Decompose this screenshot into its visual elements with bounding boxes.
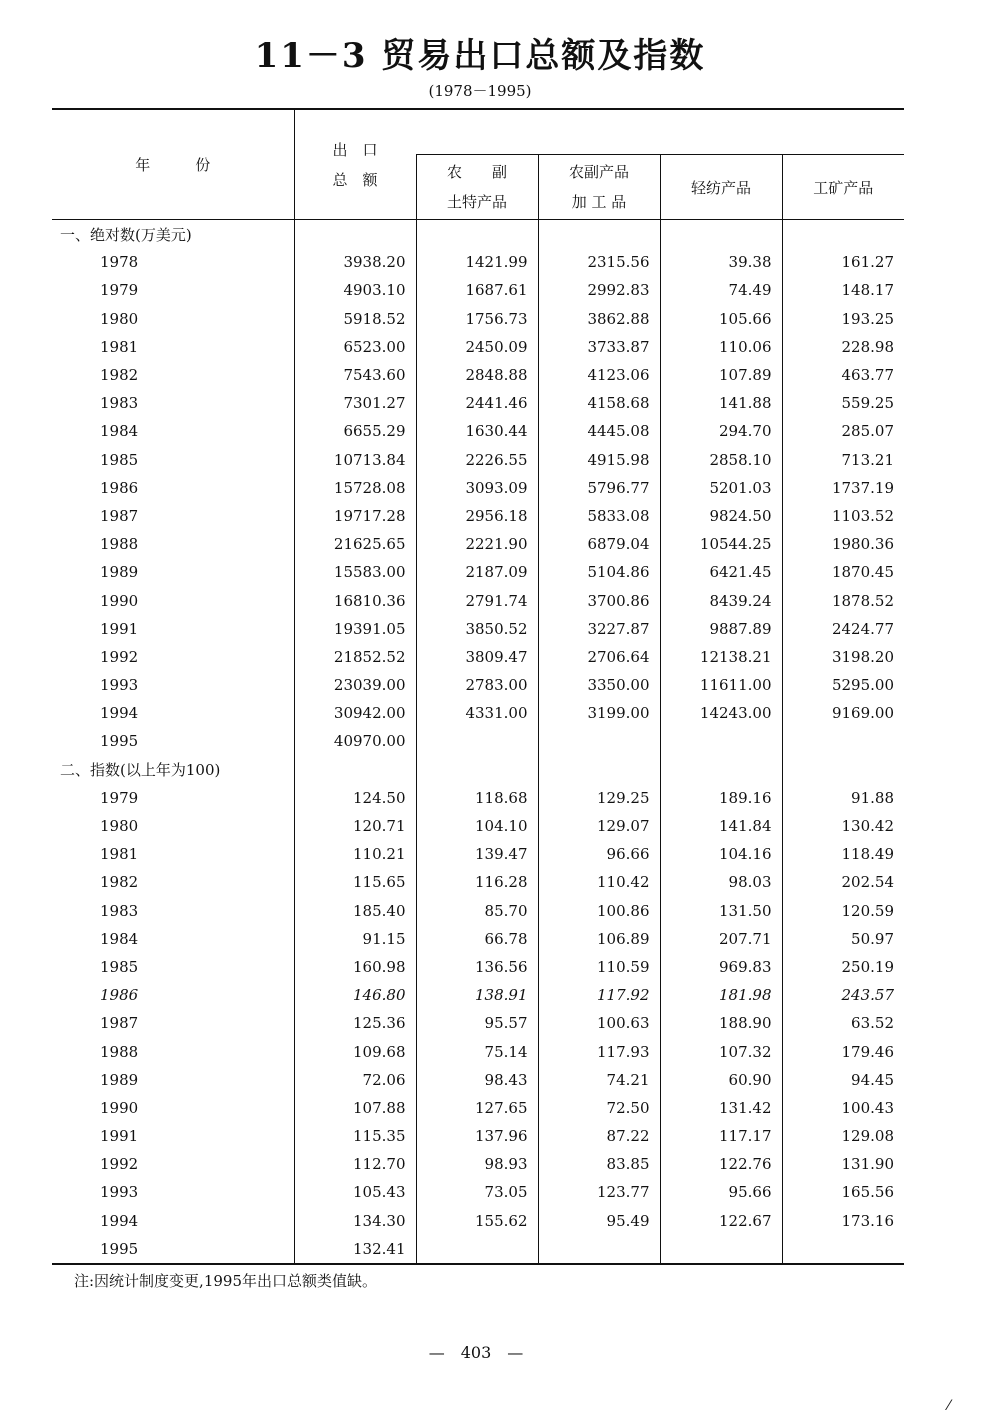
value-cell: 19391.05 (294, 615, 416, 643)
value-cell: 3350.00 (538, 671, 660, 699)
value-cell: 6655.29 (294, 417, 416, 445)
value-cell: 50.97 (782, 925, 904, 953)
value-cell: 74.21 (538, 1066, 660, 1094)
value-cell: 15728.08 (294, 474, 416, 502)
table-row (52, 1009, 904, 1037)
table-row (52, 333, 904, 361)
header-total (294, 109, 416, 220)
table-row (52, 643, 904, 671)
value-cell: 165.56 (782, 1178, 904, 1206)
empty-cell (538, 220, 660, 249)
page-number: — 403 — (428, 1343, 524, 1362)
value-cell: 118.49 (782, 840, 904, 868)
export-table-container (52, 108, 904, 1265)
value-cell: 202.54 (782, 868, 904, 896)
value-cell: 16810.36 (294, 586, 416, 614)
value-cell: 21852.52 (294, 643, 416, 671)
year-cell: 1995 (100, 732, 139, 751)
table-row (52, 1150, 904, 1178)
value-cell (538, 727, 660, 755)
table-row (52, 1207, 904, 1235)
header-agri-line2: 土特产品 (446, 193, 507, 211)
value-cell: 91.88 (782, 784, 904, 812)
value-cell: 117.93 (538, 1037, 660, 1065)
value-cell: 9824.50 (660, 502, 782, 530)
value-cell: 106.89 (538, 925, 660, 953)
value-cell: 3809.47 (416, 643, 538, 671)
header-textile-label: 轻纺产品 (690, 178, 751, 197)
value-cell: 14243.00 (660, 699, 782, 727)
value-cell: 118.68 (416, 784, 538, 812)
table-row (52, 727, 904, 755)
year-cell: 1994 (100, 704, 139, 723)
value-cell: 120.71 (294, 812, 416, 840)
value-cell (660, 727, 782, 755)
table-row (52, 417, 904, 445)
value-cell: 117.17 (660, 1122, 782, 1150)
value-cell: 123.77 (538, 1178, 660, 1206)
year-cell: 1989 (100, 1070, 139, 1089)
year-cell: 1995 (100, 1239, 139, 1258)
section-label: 二、指数(以上年为100) (60, 761, 221, 780)
value-cell: 107.88 (294, 1094, 416, 1122)
table-row (52, 615, 904, 643)
table-row (52, 812, 904, 840)
value-cell: 161.27 (782, 248, 904, 276)
value-cell: 40970.00 (294, 727, 416, 755)
value-cell: 127.65 (416, 1094, 538, 1122)
value-cell: 2226.55 (416, 446, 538, 474)
table-body (52, 220, 904, 1264)
year-cell: 1992 (100, 647, 139, 666)
empty-cell (416, 756, 538, 784)
year-cell: 1993 (100, 1183, 139, 1202)
value-cell: 110.42 (538, 868, 660, 896)
value-cell: 94.45 (782, 1066, 904, 1094)
table-row (52, 474, 904, 502)
value-cell: 110.06 (660, 333, 782, 361)
value-cell (538, 1235, 660, 1264)
value-cell: 19717.28 (294, 502, 416, 530)
header-mining (782, 155, 904, 220)
value-cell: 83.85 (538, 1150, 660, 1178)
value-cell: 15583.00 (294, 558, 416, 586)
empty-cell (294, 220, 416, 249)
value-cell: 181.98 (660, 981, 782, 1009)
value-cell: 141.84 (660, 812, 782, 840)
value-cell: 63.52 (782, 1009, 904, 1037)
year-cell: 1991 (100, 619, 139, 638)
value-cell: 243.57 (782, 981, 904, 1009)
value-cell: 189.16 (660, 784, 782, 812)
table-row (52, 558, 904, 586)
value-cell: 131.42 (660, 1094, 782, 1122)
value-cell: 110.59 (538, 953, 660, 981)
year-cell: 1979 (100, 281, 139, 300)
value-cell: 131.90 (782, 1150, 904, 1178)
year-cell: 1983 (100, 394, 139, 413)
value-cell: 74.49 (660, 276, 782, 304)
value-cell: 100.63 (538, 1009, 660, 1037)
year-cell: 1986 (100, 986, 139, 1005)
year-cell: 1990 (100, 1098, 139, 1117)
year-cell: 1994 (100, 1211, 139, 1230)
header-category-spacer (416, 109, 904, 155)
value-cell: 10544.25 (660, 530, 782, 558)
value-cell: 85.70 (416, 897, 538, 925)
value-cell: 4903.10 (294, 276, 416, 304)
year-cell: 1987 (100, 1014, 139, 1033)
year-cell: 1991 (100, 1127, 139, 1146)
value-cell: 130.42 (782, 812, 904, 840)
value-cell: 9169.00 (782, 699, 904, 727)
page-title: 11－3 贸易出口总额及指数 (254, 36, 706, 76)
value-cell: 129.07 (538, 812, 660, 840)
value-cell: 2315.56 (538, 248, 660, 276)
value-cell: 115.35 (294, 1122, 416, 1150)
value-cell: 129.25 (538, 784, 660, 812)
value-cell: 5295.00 (782, 671, 904, 699)
value-cell: 5796.77 (538, 474, 660, 502)
value-cell: 1421.99 (416, 248, 538, 276)
header-processed-line1: 农副产品 (568, 163, 629, 181)
table-row (52, 1235, 904, 1264)
year-cell: 1993 (100, 676, 139, 695)
value-cell: 21625.65 (294, 530, 416, 558)
value-cell: 7301.27 (294, 389, 416, 417)
value-cell: 141.88 (660, 389, 782, 417)
value-cell: 72.06 (294, 1066, 416, 1094)
table-row (52, 389, 904, 417)
value-cell: 95.57 (416, 1009, 538, 1037)
value-cell: 3093.09 (416, 474, 538, 502)
value-cell: 39.38 (660, 248, 782, 276)
value-cell: 2791.74 (416, 586, 538, 614)
value-cell: 107.32 (660, 1037, 782, 1065)
value-cell: 4331.00 (416, 699, 538, 727)
value-cell: 60.90 (660, 1066, 782, 1094)
value-cell: 1878.52 (782, 586, 904, 614)
year-cell: 1984 (100, 929, 139, 948)
header-year-label: 年 份 (135, 155, 211, 174)
section-row (52, 220, 904, 249)
table-row (52, 530, 904, 558)
header-mining-label: 工矿产品 (813, 178, 874, 197)
value-cell: 1870.45 (782, 558, 904, 586)
value-cell: 98.43 (416, 1066, 538, 1094)
value-cell: 98.03 (660, 868, 782, 896)
value-cell: 1687.61 (416, 276, 538, 304)
value-cell: 6421.45 (660, 558, 782, 586)
table-row (52, 586, 904, 614)
value-cell: 120.59 (782, 897, 904, 925)
value-cell: 75.14 (416, 1037, 538, 1065)
value-cell: 2992.83 (538, 276, 660, 304)
value-cell: 95.49 (538, 1207, 660, 1235)
value-cell: 285.07 (782, 417, 904, 445)
value-cell: 138.91 (416, 981, 538, 1009)
value-cell: 179.46 (782, 1037, 904, 1065)
year-cell: 1980 (100, 309, 139, 328)
value-cell: 2441.46 (416, 389, 538, 417)
value-cell (416, 1235, 538, 1264)
value-cell: 137.96 (416, 1122, 538, 1150)
table-row (52, 981, 904, 1009)
value-cell: 30942.00 (294, 699, 416, 727)
value-cell: 3733.87 (538, 333, 660, 361)
header-total-line1: 出 口 (332, 140, 378, 159)
value-cell: 105.66 (660, 305, 782, 333)
value-cell: 2858.10 (660, 446, 782, 474)
value-cell: 185.40 (294, 897, 416, 925)
value-cell: 116.28 (416, 868, 538, 896)
value-cell: 5918.52 (294, 305, 416, 333)
value-cell: 124.50 (294, 784, 416, 812)
section-row (52, 756, 904, 784)
value-cell: 131.50 (660, 897, 782, 925)
year-cell: 1983 (100, 901, 139, 920)
year-cell: 1988 (100, 535, 139, 554)
corner-mark: ⁄ (947, 1398, 950, 1414)
value-cell: 72.50 (538, 1094, 660, 1122)
value-cell: 136.56 (416, 953, 538, 981)
value-cell: 1630.44 (416, 417, 538, 445)
table-row (52, 671, 904, 699)
value-cell: 12138.21 (660, 643, 782, 671)
value-cell: 1756.73 (416, 305, 538, 333)
value-cell: 122.76 (660, 1150, 782, 1178)
value-cell: 95.66 (660, 1178, 782, 1206)
year-cell: 1978 (100, 253, 139, 272)
value-cell: 105.43 (294, 1178, 416, 1206)
value-cell: 6879.04 (538, 530, 660, 558)
year-cell: 1981 (100, 337, 139, 356)
value-cell: 160.98 (294, 953, 416, 981)
value-cell: 117.92 (538, 981, 660, 1009)
value-cell: 66.78 (416, 925, 538, 953)
value-cell (782, 1235, 904, 1264)
value-cell: 4445.08 (538, 417, 660, 445)
table-row (52, 1178, 904, 1206)
value-cell: 129.08 (782, 1122, 904, 1150)
value-cell: 8439.24 (660, 586, 782, 614)
value-cell: 3199.00 (538, 699, 660, 727)
value-cell: 109.68 (294, 1037, 416, 1065)
table-row (52, 276, 904, 304)
value-cell: 100.86 (538, 897, 660, 925)
value-cell: 115.65 (294, 868, 416, 896)
value-cell: 98.93 (416, 1150, 538, 1178)
value-cell (660, 1235, 782, 1264)
value-cell: 122.67 (660, 1207, 782, 1235)
year-cell: 1980 (100, 817, 139, 836)
value-cell: 104.16 (660, 840, 782, 868)
value-cell: 1103.52 (782, 502, 904, 530)
year-cell: 1987 (100, 506, 139, 525)
table-row (52, 925, 904, 953)
value-cell: 5104.86 (538, 558, 660, 586)
value-cell: 2187.09 (416, 558, 538, 586)
value-cell: 139.47 (416, 840, 538, 868)
value-cell: 112.70 (294, 1150, 416, 1178)
year-cell: 1984 (100, 422, 139, 441)
value-cell: 4915.98 (538, 446, 660, 474)
value-cell: 155.62 (416, 1207, 538, 1235)
value-cell: 107.89 (660, 361, 782, 389)
value-cell: 73.05 (416, 1178, 538, 1206)
header-processed-line2: 加 工 品 (571, 193, 627, 211)
year-cell: 1982 (100, 366, 139, 385)
header-textile (660, 155, 782, 220)
table-row (52, 953, 904, 981)
export-table (52, 108, 904, 1265)
year-cell: 1992 (100, 1155, 139, 1174)
value-cell: 193.25 (782, 305, 904, 333)
value-cell: 91.15 (294, 925, 416, 953)
table-row (52, 446, 904, 474)
value-cell: 4123.06 (538, 361, 660, 389)
value-cell: 146.80 (294, 981, 416, 1009)
value-cell: 4158.68 (538, 389, 660, 417)
empty-cell (294, 756, 416, 784)
table-header (52, 109, 904, 220)
value-cell: 294.70 (660, 417, 782, 445)
table-row (52, 840, 904, 868)
year-cell: 1981 (100, 845, 139, 864)
header-agri-line1: 农 副 (446, 163, 507, 181)
page-subtitle: (1978－1995) (428, 82, 532, 100)
value-cell: 2221.90 (416, 530, 538, 558)
empty-cell (782, 220, 904, 249)
value-cell: 1737.19 (782, 474, 904, 502)
year-cell: 1985 (100, 957, 139, 976)
value-cell: 132.41 (294, 1235, 416, 1264)
value-cell: 6523.00 (294, 333, 416, 361)
empty-cell (660, 220, 782, 249)
value-cell: 1980.36 (782, 530, 904, 558)
value-cell: 3227.87 (538, 615, 660, 643)
value-cell: 96.66 (538, 840, 660, 868)
value-cell: 10713.84 (294, 446, 416, 474)
table-row (52, 1122, 904, 1150)
value-cell: 11611.00 (660, 671, 782, 699)
table-row (52, 502, 904, 530)
value-cell: 100.43 (782, 1094, 904, 1122)
value-cell: 969.83 (660, 953, 782, 981)
year-cell: 1982 (100, 873, 139, 892)
value-cell: 2783.00 (416, 671, 538, 699)
footnote: 注:因统计制度变更,1995年出口总额类值缺。 (74, 1272, 377, 1290)
value-cell: 23039.00 (294, 671, 416, 699)
value-cell: 228.98 (782, 333, 904, 361)
value-cell: 125.36 (294, 1009, 416, 1037)
empty-cell (538, 756, 660, 784)
value-cell: 2706.64 (538, 643, 660, 671)
table-row (52, 1066, 904, 1094)
header-year (52, 109, 294, 220)
value-cell: 2424.77 (782, 615, 904, 643)
year-cell: 1989 (100, 563, 139, 582)
value-cell: 9887.89 (660, 615, 782, 643)
value-cell: 463.77 (782, 361, 904, 389)
empty-cell (416, 220, 538, 249)
year-cell: 1990 (100, 591, 139, 610)
value-cell: 559.25 (782, 389, 904, 417)
table-row (52, 784, 904, 812)
value-cell: 2956.18 (416, 502, 538, 530)
year-cell: 1979 (100, 788, 139, 807)
value-cell: 713.21 (782, 446, 904, 474)
section-label: 一、绝对数(万美元) (60, 225, 192, 244)
table-row (52, 305, 904, 333)
value-cell: 2450.09 (416, 333, 538, 361)
value-cell: 173.16 (782, 1207, 904, 1235)
header-agri (416, 155, 538, 220)
year-cell: 1985 (100, 450, 139, 469)
table-row (52, 699, 904, 727)
value-cell: 87.22 (538, 1122, 660, 1150)
table-row (52, 361, 904, 389)
value-cell (782, 727, 904, 755)
value-cell: 5833.08 (538, 502, 660, 530)
empty-cell (782, 756, 904, 784)
table-row (52, 1094, 904, 1122)
table-row (52, 1037, 904, 1065)
value-cell: 5201.03 (660, 474, 782, 502)
value-cell (416, 727, 538, 755)
value-cell: 104.10 (416, 812, 538, 840)
value-cell: 3700.86 (538, 586, 660, 614)
header-processed (538, 155, 660, 220)
value-cell: 134.30 (294, 1207, 416, 1235)
value-cell: 3850.52 (416, 615, 538, 643)
value-cell: 188.90 (660, 1009, 782, 1037)
value-cell: 3938.20 (294, 248, 416, 276)
year-cell: 1988 (100, 1042, 139, 1061)
value-cell: 7543.60 (294, 361, 416, 389)
year-cell: 1986 (100, 478, 139, 497)
header-total-line2: 总 额 (332, 170, 378, 189)
value-cell: 3862.88 (538, 305, 660, 333)
value-cell: 110.21 (294, 840, 416, 868)
value-cell: 2848.88 (416, 361, 538, 389)
value-cell: 148.17 (782, 276, 904, 304)
value-cell: 207.71 (660, 925, 782, 953)
empty-cell (660, 756, 782, 784)
value-cell: 3198.20 (782, 643, 904, 671)
value-cell: 250.19 (782, 953, 904, 981)
table-row (52, 868, 904, 896)
table-row (52, 248, 904, 276)
table-row (52, 897, 904, 925)
